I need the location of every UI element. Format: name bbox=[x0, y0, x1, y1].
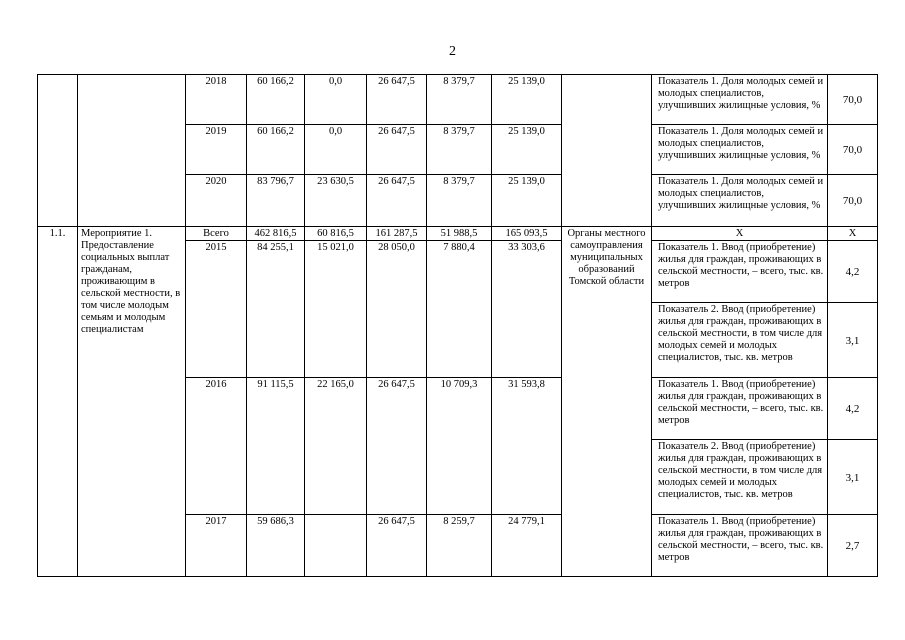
cell-federal: 15 021,0 bbox=[305, 241, 367, 378]
cell-local: 10 709,3 bbox=[427, 378, 492, 515]
cell-regional: 26 647,5 bbox=[367, 515, 427, 577]
cell-name-empty bbox=[78, 75, 186, 227]
table-row bbox=[38, 227, 878, 241]
cell-regional: 26 647,5 bbox=[367, 378, 427, 515]
cell-indicator: Показатель 1. Доля молодых семей и молодых специалистов, улучшивших жилищные условия, % bbox=[652, 75, 828, 125]
cell-extrabudget: 25 139,0 bbox=[492, 175, 562, 227]
cell-indicator-value: 2,7 bbox=[828, 515, 878, 577]
cell-extrabudget: 33 303,6 bbox=[492, 241, 562, 378]
cell-indicator: Показатель 1. Доля молодых семей и молодых специалистов, улучшивших жилищные условия, % bbox=[652, 175, 828, 227]
cell-indicator-value: 4,2 bbox=[828, 378, 878, 440]
cell-indicator: Х bbox=[652, 227, 828, 241]
cell-indicator-value: 70,0 bbox=[828, 125, 878, 175]
cell-local: 51 988,5 bbox=[427, 227, 492, 241]
table-row bbox=[38, 75, 878, 125]
cell-total: 59 686,3 bbox=[247, 515, 305, 577]
cell-measure-name: Мероприятие 1. Предоставление социальных выплат гражданам, проживающим в сельской местности, в том числе молодым семьям и молодым специалистам bbox=[78, 227, 186, 577]
cell-indicator-value: 4,2 bbox=[828, 241, 878, 303]
cell-federal: 0,0 bbox=[305, 125, 367, 175]
cell-indicator: Показатель 2. Ввод (приобретение) жилья для граждан, проживающих в сельской местности, в том числе для молодых семей и молодых специалистов, тыс. кв. метров bbox=[652, 440, 828, 515]
cell-year: 2020 bbox=[186, 175, 247, 227]
cell-local: 8 379,7 bbox=[427, 175, 492, 227]
cell-total: 91 115,5 bbox=[247, 378, 305, 515]
cell-federal: 0,0 bbox=[305, 75, 367, 125]
cell-year: 2018 bbox=[186, 75, 247, 125]
cell-regional: 26 647,5 bbox=[367, 125, 427, 175]
cell-total: 462 816,5 bbox=[247, 227, 305, 241]
cell-indicator: Показатель 1. Ввод (приобретение) жилья для граждан, проживающих в сельской местности, – всего, тыс. кв. метров bbox=[652, 378, 828, 440]
cell-measure-number: 1.1. bbox=[38, 227, 78, 577]
cell-indicator-value: Х bbox=[828, 227, 878, 241]
cell-indicator-value: 3,1 bbox=[828, 303, 878, 378]
cell-year: 2017 bbox=[186, 515, 247, 577]
cell-year: Всего bbox=[186, 227, 247, 241]
cell-extrabudget: 25 139,0 bbox=[492, 75, 562, 125]
page-number: 2 bbox=[449, 44, 456, 59]
cell-indicator: Показатель 1. Ввод (приобретение) жилья для граждан, проживающих в сельской местности, – всего, тыс. кв. метров bbox=[652, 241, 828, 303]
cell-total: 83 796,7 bbox=[247, 175, 305, 227]
cell-federal: 23 630,5 bbox=[305, 175, 367, 227]
cell-local: 8 259,7 bbox=[427, 515, 492, 577]
cell-local: 7 880,4 bbox=[427, 241, 492, 378]
cell-year: 2015 bbox=[186, 241, 247, 378]
cell-indicator-value: 70,0 bbox=[828, 175, 878, 227]
cell-indicator-value: 70,0 bbox=[828, 75, 878, 125]
cell-regional: 26 647,5 bbox=[367, 175, 427, 227]
cell-federal bbox=[305, 515, 367, 577]
cell-extrabudget: 31 593,8 bbox=[492, 378, 562, 515]
cell-local: 8 379,7 bbox=[427, 75, 492, 125]
cell-extrabudget: 24 779,1 bbox=[492, 515, 562, 577]
cell-indicator: Показатель 1. Доля молодых семей и молодых специалистов, улучшивших жилищные условия, % bbox=[652, 125, 828, 175]
cell-year: 2019 bbox=[186, 125, 247, 175]
cell-regional: 28 050,0 bbox=[367, 241, 427, 378]
cell-regional: 161 287,5 bbox=[367, 227, 427, 241]
cell-total: 60 166,2 bbox=[247, 75, 305, 125]
cell-indicator-value: 3,1 bbox=[828, 440, 878, 515]
cell-total: 84 255,1 bbox=[247, 241, 305, 378]
cell-year: 2016 bbox=[186, 378, 247, 515]
cell-extrabudget: 165 093,5 bbox=[492, 227, 562, 241]
cell-executor: Органы местного самоуправления муниципальных образований Томской области bbox=[562, 227, 652, 577]
cell-indicator: Показатель 1. Ввод (приобретение) жилья для граждан, проживающих в сельской местности, – всего, тыс. кв. метров bbox=[652, 515, 828, 577]
cell-regional: 26 647,5 bbox=[367, 75, 427, 125]
cell-local: 8 379,7 bbox=[427, 125, 492, 175]
cell-number-empty bbox=[38, 75, 78, 227]
cell-federal: 60 816,5 bbox=[305, 227, 367, 241]
program-table bbox=[37, 74, 878, 577]
cell-indicator: Показатель 2. Ввод (приобретение) жилья для граждан, проживающих в сельской местности, в том числе для молодых семей и молодых специалистов, тыс. кв. метров bbox=[652, 303, 828, 378]
cell-total: 60 166,2 bbox=[247, 125, 305, 175]
cell-executor-empty bbox=[562, 75, 652, 227]
cell-extrabudget: 25 139,0 bbox=[492, 125, 562, 175]
cell-federal: 22 165,0 bbox=[305, 378, 367, 515]
